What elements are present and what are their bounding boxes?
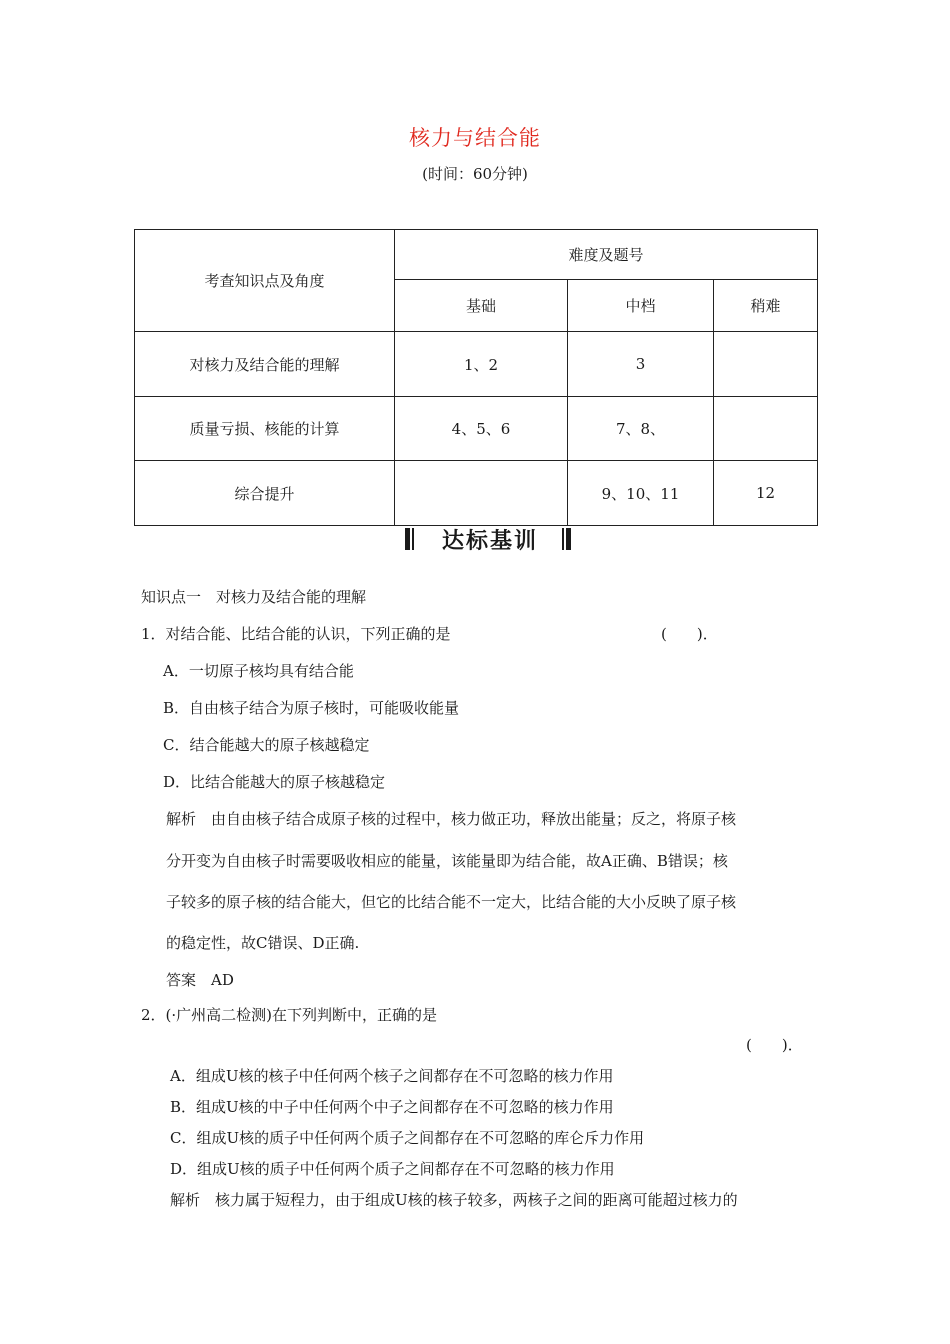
banner-bar-decoration (412, 528, 414, 550)
q1-option-d: D．比结合能越大的原子核越稳定 (163, 773, 386, 791)
banner-bar-decoration (405, 528, 410, 550)
row-medium: 7、8、 (568, 397, 714, 461)
row-topic: 综合提升 (135, 461, 395, 526)
table-row (135, 397, 818, 461)
row-hard: 12 (714, 461, 818, 526)
row-hard (714, 397, 818, 461)
knowledge-point-heading: 知识点一 对核力及结合能的理解 (141, 588, 367, 606)
q2-analysis-line: 解析 核力属于短程力，由于组成U核的核子较多，两核子之间的距离可能超过核力的 (170, 1191, 738, 1209)
table-group-header: 难度及题号 (395, 230, 818, 280)
q1-option-b: B．自由核子结合为原子核时，可能吸收能量 (163, 699, 460, 717)
q2-option-a: A．组成U核的核子中任何两个核子之间都存在不可忽略的核力作用 (170, 1067, 614, 1085)
q1-answer-bracket: ( )． (661, 625, 718, 643)
q1-option-a: A．一切原子核均具有结合能 (163, 662, 354, 680)
table-row (135, 461, 818, 526)
q2-option-d: D．组成U核的质子中任何两个质子之间都存在不可忽略的核力作用 (170, 1160, 615, 1178)
page-title: 核力与结合能 (409, 126, 541, 150)
q1-analysis-line: 子较多的原子核的结合能大，但它的比结合能不一定大，比结合能的大小反映了原子核 (166, 893, 737, 911)
q1-option-c: C．结合能越大的原子核越稳定 (163, 736, 370, 754)
row-topic: 质量亏损、核能的计算 (135, 397, 395, 461)
row-hard (714, 332, 818, 397)
q2-stem: 2．(·广州高二检测)在下列判断中，正确的是 (141, 1006, 438, 1024)
row-basic (395, 461, 568, 526)
level-medium: 中档 (568, 280, 714, 332)
section-banner (400, 524, 570, 556)
row-medium: 9、10、11 (568, 461, 714, 526)
row-basic: 1、2 (395, 332, 568, 397)
row-medium: 3 (568, 332, 714, 397)
difficulty-table (134, 229, 818, 526)
banner-bar-decoration (562, 528, 564, 550)
time-limit: (时间：60分钟) (422, 165, 528, 183)
level-hard: 稍难 (714, 280, 818, 332)
q2-answer-bracket: ( )． (746, 1036, 803, 1054)
row-basic: 4、5、6 (395, 397, 568, 461)
q1-analysis-line: 解析 由自由核子结合成原子核的过程中，核力做正功，释放出能量；反之，将原子核 (166, 810, 737, 828)
level-basic: 基础 (395, 280, 568, 332)
q1-stem: 1．对结合能、比结合能的认识，下列正确的是 (141, 625, 451, 643)
banner-bar-decoration (566, 528, 571, 550)
q1-analysis-line: 的稳定性，故C错误、D正确. (166, 934, 360, 952)
q1-analysis-line: 分开变为自由核子时需要吸收相应的能量，该能量即为结合能，故A正确、B错误；核 (166, 852, 728, 870)
row-topic: 对核力及结合能的理解 (135, 332, 395, 397)
q2-option-c: C．组成U核的质子中任何两个质子之间都存在不可忽略的库仑斥力作用 (170, 1129, 645, 1147)
section-banner-title: 达标基训 (441, 529, 538, 554)
table-corner-header: 考查知识点及角度 (135, 230, 395, 332)
q1-answer: 答案 AD (166, 971, 234, 989)
q2-option-b: B．组成U核的中子中任何两个中子之间都存在不可忽略的核力作用 (170, 1098, 614, 1116)
table-row (135, 332, 818, 397)
